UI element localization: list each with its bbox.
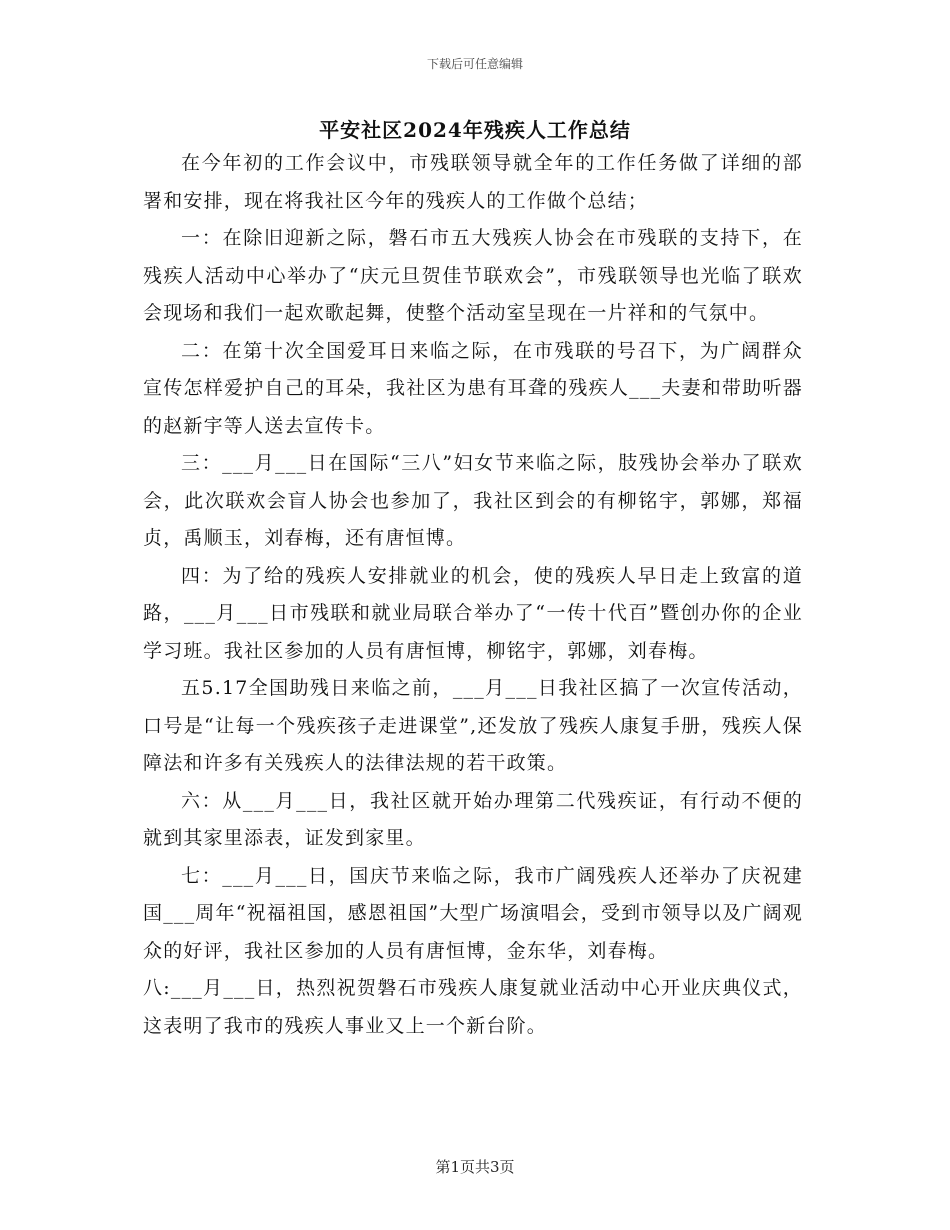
paragraph-item-3: 三：___月___日在国际“三八”妇女节来临之际，肢残协会举办了联欢会，此次联欢会盲人协会也参加了，我社区到会的有柳铭宇，郭娜，郑福贞，禹顺玉，刘春梅，还有唐恒博。: [143, 452, 803, 549]
page-number: 第1页共3页: [435, 1158, 515, 1176]
paragraph-item-1: 一：在除旧迎新之际，磐石市五大残疾人协会在市残联的支持下，在残疾人活动中心举办了“庆元旦贺佳节联欢会”，市残联领导也光临了联欢会现场和我们一起欢歌起舞，使整个活动室呈现在一片祥和的气氛中。: [143, 227, 803, 324]
header-note: 下载后可任意编辑: [426, 57, 523, 71]
paragraph-item-4: 四：为了给的残疾人安排就业的机会，使的残疾人早日走上致富的道路，___月___日市残联和就业局联合举办了“一传十代百”暨创办你的企业学习班。我社区参加的人员有唐恒博，柳铭宇，郭娜，刘春梅。: [143, 564, 803, 662]
paragraph-item-2: 二：在第十次全国爱耳日来临之际，在市残联的号召下，为广阔群众宣传怎样爱护自己的耳朵，我社区为患有耳聋的残疾人___夫妻和带助听器的赵新宇等人送去宣传卡。: [143, 339, 803, 437]
paragraph-item-5: 五5.17全国助残日来临之前，___月___日我社区搞了一次宣传活动，口号是“让每一个残疾孩子走进课堂”,还发放了残疾人康复手册，残疾人保障法和许多有关残疾人的法律法规的若干政策。: [143, 677, 803, 774]
document-title: 平安社区2024年残疾人工作总结: [319, 118, 631, 142]
paragraph-intro: 在今年初的工作会议中，市残联领导就全年的工作任务做了详细的部署和安排，现在将我社区今年的残疾人的工作做个总结；: [143, 152, 803, 212]
paragraph-item-8: 八:___月___日，热烈祝贺磐石市残疾人康复就业活动中心开业庆典仪式，这表明了我市的残疾人事业又上一个新台阶。: [143, 977, 803, 1037]
paragraph-item-7: 七：___月___日，国庆节来临之际，我市广阔残疾人还举办了庆祝建国___周年“祝福祖国，感恩祖国”大型广场演唱会，受到市领导以及广阔观众的好评，我社区参加的人员有唐恒博，金东华，刘春梅。: [143, 864, 803, 962]
document-body: [143, 145, 803, 1045]
paragraph-item-6: 六：从___月___日，我社区就开始办理第二代残疾证，有行动不便的就到其家里添表，证发到家里。: [143, 789, 803, 849]
